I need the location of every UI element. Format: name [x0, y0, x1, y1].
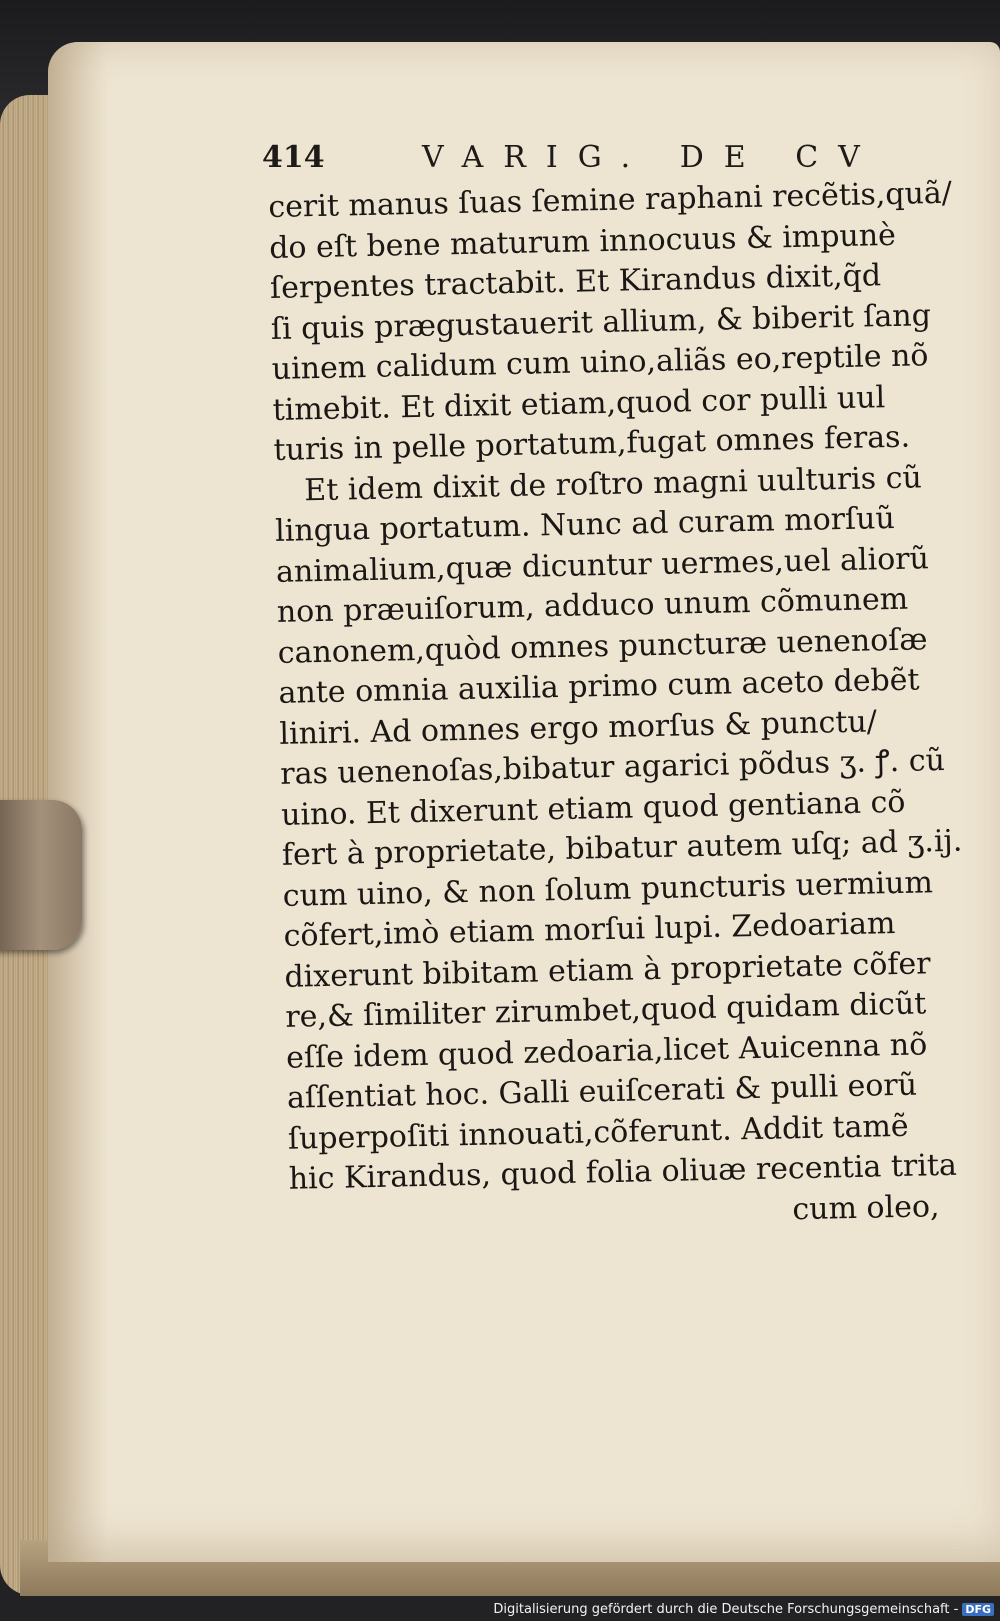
- text-line: canonem,quòd omnes puncturæ uenenoſæ: [277, 621, 928, 671]
- credit-text: Digitalisierung gefördert durch die Deutsche Forschungsgemeinschaft -: [493, 1602, 959, 1617]
- text-line: lingua portatum. Nunc ad curam morſuũ: [274, 500, 896, 549]
- text-line: uino. Et dixerunt etiam quod gentiana cõ: [280, 784, 906, 833]
- text-line: cõfert,imò etiam morſui lupi. Zedoariam: [283, 906, 896, 954]
- text-line: Et idem dixit de roſtro magni uulturis cũ: [303, 459, 923, 508]
- text-line: cum uino, & non ſolum puncturis uermium: [282, 864, 934, 914]
- page-clip: [0, 800, 82, 950]
- text-line: ſerpentes tractabit. Et Kirandus dixit,q̃d: [269, 258, 882, 306]
- text-line: cerit manus ſuas ſemine raphani recẽtis,quã/: [268, 175, 953, 225]
- body-text: [268, 174, 970, 1241]
- text-line: animalium,quæ dicuntur uermes,uel aliorũ: [275, 540, 930, 590]
- text-line: turis in pelle portatum,fugat omnes feras.: [273, 419, 911, 468]
- text-line: timebit. Et dixit etiam,quod cor pulli uul: [272, 379, 886, 428]
- text-line: liniri. Ad omnes ergo morſus & punctu/: [279, 703, 878, 752]
- running-head: VARIG. DE CV: [422, 140, 880, 175]
- digitization-credit: [493, 1602, 994, 1617]
- text-line: aſſentiat hoc. Galli euiſcerati & pulli eorũ: [286, 1067, 918, 1116]
- text-line: ſi quis prægustauerit allium, & biberit ſang: [270, 297, 932, 347]
- text-line: do eſt bene maturum innocuus & impunè: [268, 217, 897, 266]
- text-line: ras uenenoſas,bibatur agarici põdus ʒ. ꝭ. cũ: [279, 742, 946, 792]
- text-line: hic Kirandus, quod folia oliuæ recentia trita: [288, 1147, 958, 1197]
- text-line: non præuiſorum, adduco unum cõmunem: [276, 581, 909, 630]
- text-line: uinem calidum cum uino,aliãs eo,reptile nõ: [271, 338, 929, 387]
- page-number: 414: [262, 140, 325, 175]
- catchword: cum oleo,: [792, 1188, 940, 1227]
- text-line: re,& ſimiliter zirumbet,quod quidam dicũt: [285, 986, 927, 1035]
- text-line: eſſe idem quod zedoaria,licet Auicenna nõ: [285, 1026, 928, 1076]
- text-line: dixerunt bibitam etiam à proprietate cõfer: [284, 945, 931, 995]
- dfg-logo: DFG: [962, 1603, 994, 1616]
- text-line: fert à proprietate, bibatur autem uſq; ad ʒ.ij.: [281, 823, 963, 873]
- page-header: [262, 140, 902, 180]
- text-line: ante omnia auxilia primo cum aceto debẽt: [278, 662, 920, 711]
- text-line: ſuperpoſiti innouati,cõferunt. Addit tamẽ: [287, 1108, 909, 1157]
